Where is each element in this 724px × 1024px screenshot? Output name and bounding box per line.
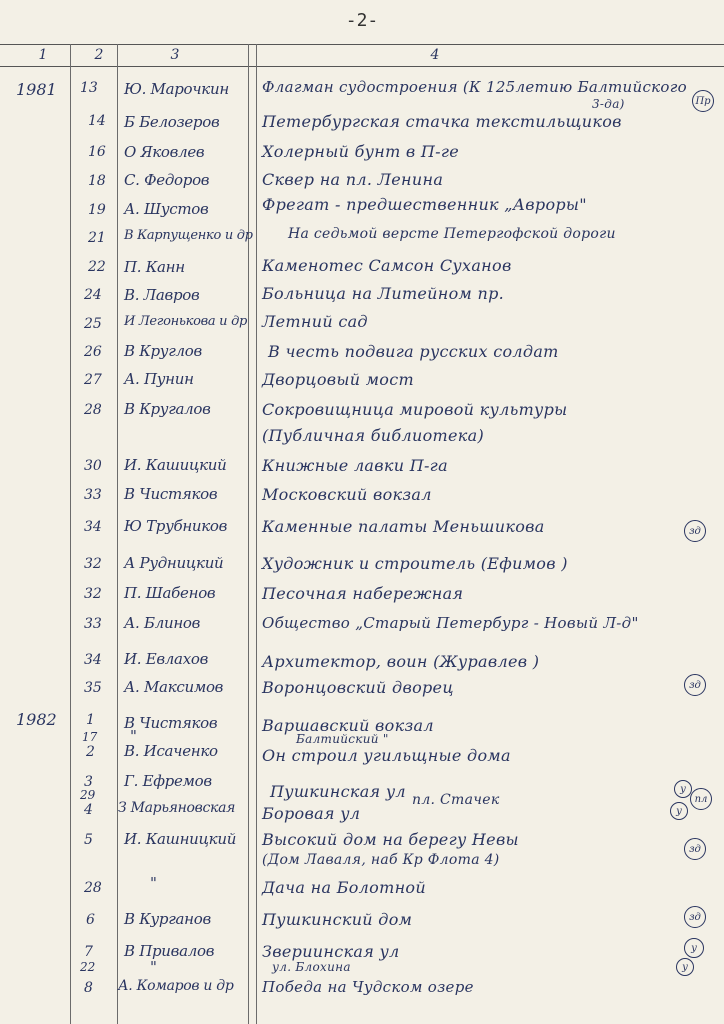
article-title: Каменотес Самсон Суханов	[262, 256, 512, 275]
article-title: Балтийский "	[296, 732, 389, 746]
author-name: В Чистяков	[124, 485, 218, 503]
issue-number: 21	[88, 230, 106, 246]
article-title: Пушкинский дом	[262, 910, 413, 929]
article-title: Больница на Литейном пр.	[262, 284, 505, 303]
author-name: В Курганов	[124, 910, 211, 928]
issue-number: 24	[84, 287, 102, 303]
margin-mark: у	[676, 958, 694, 976]
author-name: В Кругалов	[124, 400, 211, 418]
article-title: Московский вокзал	[262, 485, 432, 504]
margin-mark: зд	[684, 674, 706, 696]
author-name: И. Кашицкий	[124, 456, 227, 474]
author-name: Ю. Марочкин	[124, 80, 229, 98]
issue-number: 35	[84, 680, 102, 696]
column-header-2: 2	[94, 47, 104, 63]
issue-number: 8	[84, 980, 93, 996]
issue-number: 27	[84, 372, 102, 388]
author-name: "	[130, 727, 137, 745]
issue-number: 32	[84, 556, 102, 572]
article-title: (Дом Лаваля, наб Кр Флота 4)	[262, 852, 500, 868]
author-name: О Яковлев	[124, 143, 205, 161]
author-name: "	[150, 958, 157, 976]
article-title: Книжные лавки П-га	[262, 456, 448, 475]
column-header-4: 4	[430, 47, 440, 63]
author-name: А. Шустов	[124, 200, 209, 218]
author-name: А Рудницкий	[124, 554, 224, 572]
article-title: Дача на Болотной	[262, 878, 426, 897]
header-bottom-rule	[0, 66, 724, 67]
article-title: Пушкинская ул	[270, 782, 406, 801]
margin-mark: у	[670, 802, 688, 820]
margin-mark: зд	[684, 838, 706, 860]
article-title: Каменные палаты Меньшикова	[262, 517, 545, 536]
issue-number: 30	[84, 458, 102, 474]
article-title: Петербургская стачка текстильщиков	[262, 112, 622, 131]
author-name: В. Лавров	[124, 286, 200, 304]
margin-mark: пл	[690, 788, 712, 810]
issue-number: 29	[80, 788, 96, 802]
article-title: Воронцовский дворец	[262, 678, 454, 697]
issue-number: 17	[82, 730, 98, 744]
article-title: Варшавский вокзал	[262, 716, 434, 735]
article-title: Дворцовый мост	[262, 370, 414, 389]
issue-number: 13	[80, 80, 98, 96]
article-title: Высокий дом на берегу Невы	[262, 830, 519, 849]
author-name: В Чистяков	[124, 714, 218, 732]
author-name: А. Комаров и др	[118, 978, 234, 994]
article-title: Художник и строитель (Ефимов )	[262, 554, 568, 573]
page-number: -2-	[345, 10, 379, 31]
author-name: И. Евлахов	[124, 650, 209, 668]
article-title: Боровая ул	[262, 804, 361, 823]
column-divider-1	[70, 44, 71, 1024]
article-title: В честь подвига русских солдат	[268, 342, 559, 361]
year-cell: 1982	[16, 710, 57, 729]
issue-number: 28	[84, 880, 102, 896]
author-name: Б Белозеров	[124, 113, 220, 131]
issue-number: 32	[84, 586, 102, 602]
author-name: В Привалов	[124, 942, 215, 960]
article-title: Холерный бунт в П-ге	[262, 142, 460, 161]
margin-mark: у	[674, 780, 692, 798]
article-title: Сквер на пл. Ленина	[262, 170, 444, 189]
article-title: Песочная набережная	[262, 584, 464, 603]
author-name: А. Максимов	[124, 678, 224, 696]
author-name: З Марьяновская	[118, 800, 236, 816]
author-name: И. Кашницкий	[124, 830, 237, 848]
issue-number: 14	[88, 113, 106, 129]
author-name: А. Блинов	[124, 614, 201, 632]
column-divider-3	[248, 44, 249, 1024]
issue-number: 26	[84, 344, 102, 360]
issue-number: 22	[88, 259, 106, 275]
issue-number: 19	[88, 202, 106, 218]
article-title: Он строил угильщные дома	[262, 746, 511, 765]
issue-number: 34	[84, 652, 102, 668]
article-title: Общество „Старый Петербург - Новый Л-д"	[262, 614, 639, 632]
column-divider-3b	[256, 44, 257, 1024]
issue-number: 22	[80, 960, 96, 974]
issue-number: 16	[88, 144, 106, 160]
issue-number: 5	[84, 832, 93, 848]
article-title: Сокровищница мировой культуры	[262, 400, 568, 419]
table-top-rule	[0, 44, 724, 45]
article-title: Архитектор, воин (Журавлев )	[262, 652, 540, 671]
issue-number: 6	[86, 912, 95, 928]
column-divider-2	[117, 44, 118, 1024]
issue-number: 28	[84, 402, 102, 418]
issue-number: 7	[84, 944, 93, 960]
issue-number: 3	[84, 774, 93, 790]
author-name: "	[150, 874, 157, 892]
margin-mark: зд	[684, 520, 706, 542]
margin-mark: у	[684, 938, 704, 958]
author-name: В. Исаченко	[124, 742, 218, 760]
year-cell: 1981	[16, 80, 57, 99]
column-header-3: 3	[170, 47, 180, 63]
issue-number: 33	[84, 487, 102, 503]
author-name: В Круглов	[124, 342, 202, 360]
author-name: П. Шабенов	[124, 584, 216, 602]
issue-number: 2	[86, 744, 95, 760]
article-title: Фрегат - предшественник „Авроры"	[262, 195, 587, 214]
issue-number: 33	[84, 616, 102, 632]
author-name: В Карпущенко и др	[124, 228, 253, 243]
author-name: П. Канн	[124, 258, 185, 276]
article-title: (Публичная библиотека)	[262, 426, 484, 445]
article-title: пл. Стачек	[412, 792, 500, 808]
article-title: Звериинская ул	[262, 942, 400, 961]
column-header-1: 1	[38, 47, 48, 63]
issue-number: 1	[86, 712, 95, 728]
issue-number: 4	[84, 802, 93, 818]
article-title: ул. Блохина	[272, 960, 351, 974]
author-name: Ю Трубников	[124, 517, 228, 535]
article-title: 3-да)	[592, 97, 625, 111]
article-title: Победа на Чудском озере	[262, 978, 474, 996]
issue-number: 18	[88, 173, 106, 189]
author-name: И Легонькова и др	[124, 314, 248, 329]
article-title: Флагман судостроения (К 125летию Балтийского	[262, 78, 687, 96]
article-title: Летний сад	[262, 312, 368, 331]
issue-number: 25	[84, 316, 102, 332]
article-title: На седьмой версте Петергофской дороги	[288, 226, 616, 242]
margin-mark: зд	[684, 906, 706, 928]
author-name: А. Пунин	[124, 370, 194, 388]
issue-number: 34	[84, 519, 102, 535]
author-name: Г. Ефремов	[124, 772, 212, 790]
margin-mark: Пр	[692, 90, 714, 112]
author-name: С. Федоров	[124, 171, 210, 189]
